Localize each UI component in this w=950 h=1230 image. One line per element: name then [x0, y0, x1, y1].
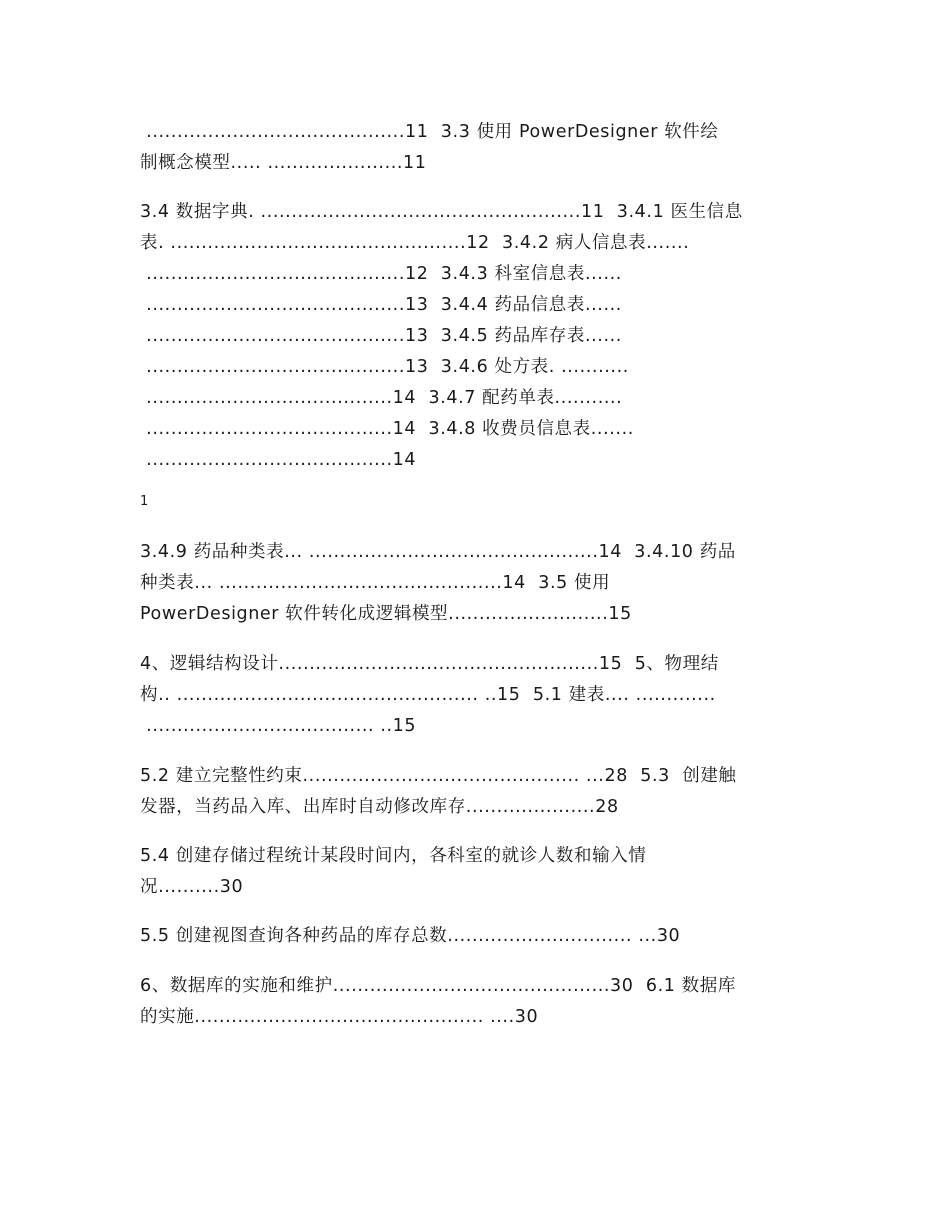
toc-line: ..................................... ..15 — [140, 716, 417, 736]
toc-line: 5.4 创建存储过程统计某段时间内，各科室的就诊人数和输入情 — [140, 846, 647, 866]
toc-line: ........................................14 3.4.7 配药单表........... — [140, 388, 623, 408]
toc-line: ........................................14 3.4.8 收费员信息表....... — [140, 419, 634, 439]
toc-line: 4、逻辑结构设计....................................................15 5、物理结 — [140, 654, 719, 674]
toc-line: 6、数据库的实施和维护.............................................30 6.1 数据库 — [140, 976, 736, 996]
toc-line: ..........................................12 3.4.3 科室信息表...... — [140, 264, 622, 284]
toc-line: ........................................14 — [140, 450, 417, 470]
toc-line: 况..........30 — [140, 877, 244, 897]
toc-line: 种类表... ..............................................14 3.5 使用 — [140, 573, 611, 593]
toc-line: 表. ................................................12 3.4.2 病人信息表....... — [140, 233, 690, 253]
toc-line: 制概念模型..... ......................11 — [140, 153, 427, 173]
toc-line: 发器，当药品入库、出库时自动修改库存.....................28 — [140, 797, 619, 817]
page-number: 1 — [140, 494, 149, 509]
toc-line: 3.4.9 药品种类表... ...............................................14 3.4.10 药品 — [140, 542, 736, 562]
toc-line: 3.4 数据字典. ....................................................11 3.4.1 医生信息 — [140, 202, 743, 222]
toc-line: ..........................................13 3.4.4 药品信息表...... — [140, 295, 622, 315]
toc-line: 构.. ................................................. ..15 5.1 建表.... ............. — [140, 685, 716, 705]
toc-line: ..........................................13 3.4.5 药品库存表...... — [140, 326, 622, 346]
toc-line: ..........................................11 3.3 使用 PowerDesigner 软件绘 — [140, 122, 719, 142]
toc-line: ..........................................13 3.4.6 处方表. ........... — [140, 357, 629, 377]
toc-line: 的实施............................................... ....30 — [140, 1007, 539, 1027]
toc-line: PowerDesigner 软件转化成逻辑模型..........................15 — [140, 604, 632, 624]
toc-line: 5.5 创建视图查询各种药品的库存总数.............................. ...30 — [140, 926, 681, 946]
toc-line: 5.2 建立完整性约束............................................. ...28 5.3 创建触 — [140, 766, 737, 786]
